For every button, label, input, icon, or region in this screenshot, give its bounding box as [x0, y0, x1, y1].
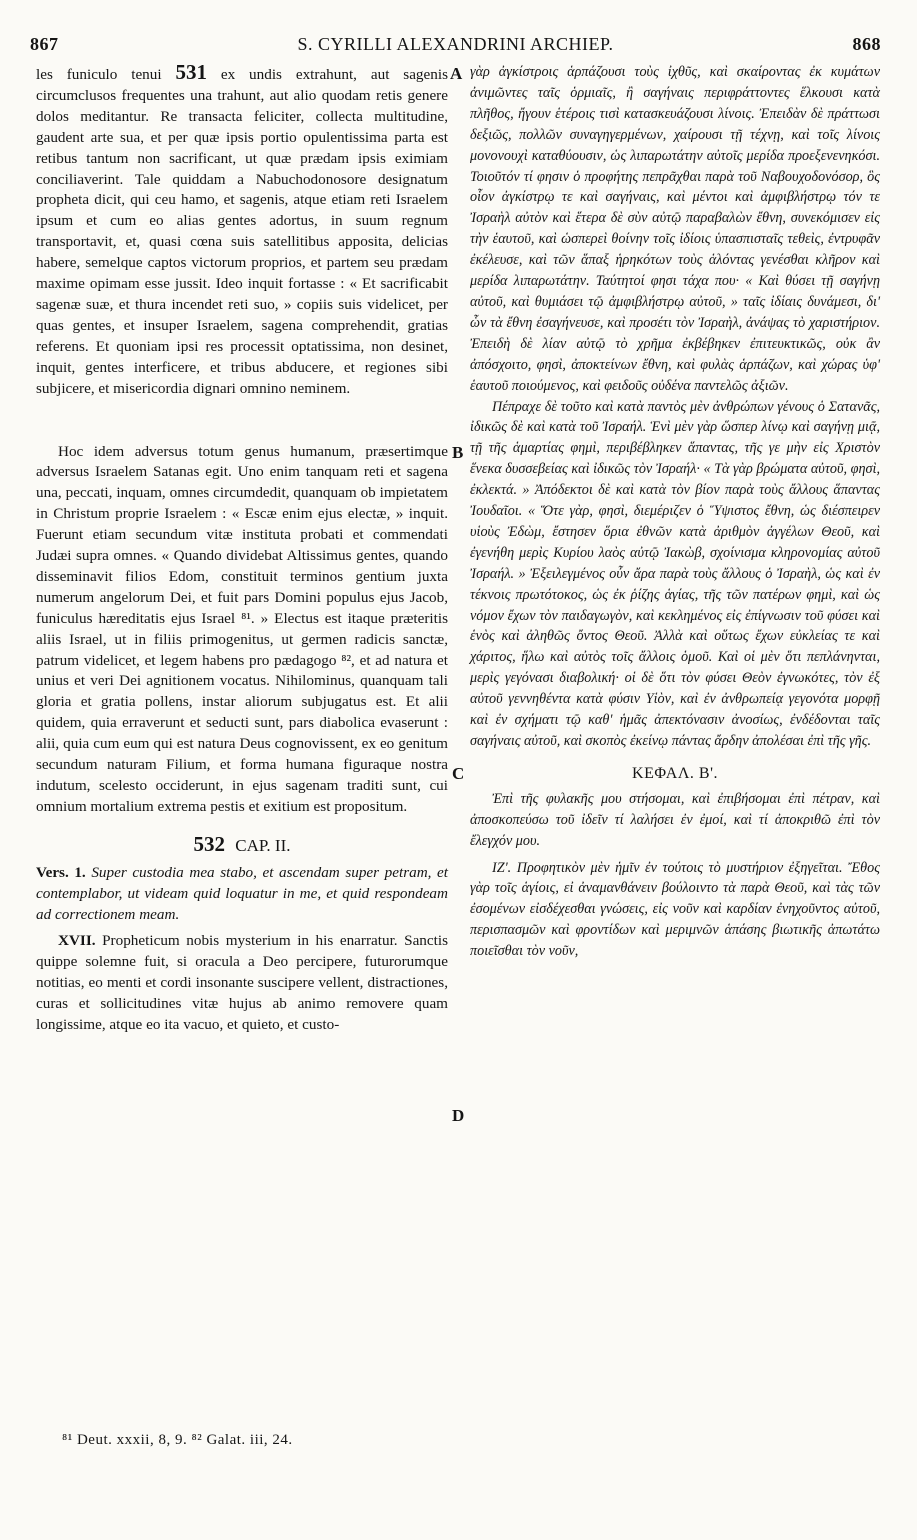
latin-p1-start: les funiculo tenui	[36, 66, 162, 83]
margin-letter-c: C	[452, 764, 465, 783]
margin-letter-d: D	[452, 1106, 465, 1125]
latin-chapter-heading	[36, 831, 448, 857]
greek-column	[470, 62, 880, 962]
greek-paragraph-2: Πέπραχε δὲ τοῦτο καὶ κατὰ παντὸς μὲν ἀνθρώπων γένους ὁ Σατανᾶς, ἰδικῶς δὲ καὶ κατὰ τοῦ Ἰσραήλ. Ἑνὶ μὲν γὰρ ὥσπερ λίνῳ καὶ σαγήνῃ μιᾷ, τῇ τῆς ἁμαρτίας φημὶ, περιβέβληκεν ἅπαντας, τῆς γε μὴν εἰς Χριστὸν ἕνεκα δυσσεβείας καὶ ἰδικῶς τὸν Ἰσραήλ· « Τὰ γὰρ βρώματα αὐτοῦ, φησὶ, ἐκλεκτά. » Ἀπόδεκτοι δὲ καὶ κατὰ τὸν βίον παρὰ τοὺς ἄλλους ἅπαντας Ἰουδαῖοι. « Ὅτε γὰρ, φησὶ, διεμέριζεν ὁ Ὕψιστος ἔθνη, ὡς διέσπειρεν υἱοὺς Ἐδὼμ, ἔστησεν ὅρια ἐθνῶν κατὰ ἀριθμὸν ἀγγέλων Θεοῦ, καὶ ἐγενήθη μερὶς Κυρίου λαὸς αὐτῷ Ἰακὼβ, σχοίνισμα κληρονομίας αὐτοῦ Ἰσραήλ. » Ἐξειλεγμένος οὖν ἄρα παρὰ τοὺς ἄλλους ὁ Ἰσραὴλ, ὡς καὶ ἐν τέκνοις πρωτότοκος, ὡς ἐκ ῥίζης ἁγίας, τῆς τῶν πατέρων φημὶ, καὶ ὡς νόμον ἔχων τὸν παιδαγωγὸν, καὶ κεκλημένος εἰς ἐπίγνωσιν τοῦ φύσει καὶ ἑνὸς καὶ ἀληθῶς ὄντος Θεοῦ. Ἀλλὰ καὶ οὕτως ἔχων εὐκλείας τε καὶ χάριτος, ἥλω καὶ αὐτὸς τοῖς ἄλλοις ὁμοῦ. Καὶ οἱ μὲν ὅτι πεπλάνηνται, μερὶς γεγόνασι διαβολική· οἱ δὲ ὅτι τὸν φύσει Θεὸν ἐγνωκότες, τὸν ἐξ αὐτοῦ γεννηθέντα κατὰ φύσιν Υἱὸν, καὶ ἐν ἀνθρωπείᾳ γεγονότα μορφῇ καὶ ἐν σχήματι τῷ καθ' ἡμᾶς ἀπεκτόνασιν ἀνοσίως, ἐνδέδονται ταῖς σαγήναις αὐτοῦ, καὶ σκοπὸς ἐκείνῳ πάντας ἄρδην ἀπολέσαι ἐπὶ τῆς γῆς.	[470, 398, 880, 749]
latin-paragraph-1	[36, 62, 448, 400]
latin-section-number: XVII.	[58, 932, 96, 950]
footnotes: ⁸¹ Deut. xxxii, 8, 9. ⁸² Galat. iii, 24.	[62, 1432, 293, 1448]
page-number-left: 867	[30, 34, 59, 54]
greek-p3-text: Προφητικὸν μὲν ἡμῖν ἐν τούτοις τὸ μυστήριον ἐξηγεῖται. Ἔθος γὰρ τοῖς ἁγίοις, εἰ ἀναμανθάνειν βούλοιντο τὰ παρὰ Θεοῦ, καὶ τὰς τῶν ἐσομένων εἰσδέχεσθαι γνώσεις, εἰς νοῦν καὶ καρδίαν ἐνηχοῦντος αὐτοῦ, περισπασμῶν καὶ φροντίδων καὶ μεριμνῶν ἁπάσης βιωτικῆς ἀπωτάτω ποιεῖσθαι τὸν νοῦν,	[470, 859, 880, 960]
greek-section-number: ΙΖ'.	[492, 859, 512, 876]
greek-verse: Ἐπὶ τῆς φυλακῆς μου στήσομαι, καὶ ἐπιβήσομαι ἐπὶ πέτραν, καὶ ἀποσκοπεύσω τοῦ ἰδεῖν τί λαλήσει ἐν ἐμοί, καὶ τί ἀποκριθῶ ἐπὶ τὸν ἔλεγχόν μου.	[470, 790, 880, 849]
latin-verse-text: Super custodia mea stabo, et ascendam super petram, et contemplabor, ut videam quid loquatur in me, et quid respondeam ad correctionem meam.	[36, 863, 449, 923]
latin-paragraph-3	[36, 931, 448, 1036]
page-number-right: 868	[852, 34, 881, 54]
latin-column	[36, 62, 448, 1036]
greek-chapter-heading: ΚΕΦΑΛ. Β'.	[632, 764, 718, 782]
margin-letter-a: A	[450, 64, 463, 83]
margin-letter-b: B	[452, 443, 464, 462]
latin-chapter-title: CAP. II.	[235, 835, 291, 855]
latin-p1-text: ex undis extrahunt, aut sagenis circumclusos frequentes una trahunt, aut alio quodam retis genere dolos meditantur. Re transacta feliciter, collecta multitudine, gaudent arte sua, et per quæ ipsis portio opulentissima parta est retibus tantum non sacrificant, ut quæ prædam ipsis eximiam conciliaverint. Tale quiddam a Nabuchodonosore designatum propheta dicit, qui ceu hamo, et sagenis, atque etiam reti Israelem ipsum et cum eo alias gentes adortus, in suum regnum transportavit, et, quasi cœna suis satellitibus apposita, delicias habere, semelque captos victorum proprios, et partem seu prædam maxime opimam esse jussit. Ideo inquit fortasse : « Et sacrificabit sagenæ suæ, et thura incendet reti suo, » copiis suis videlicet, per quas gentes, et insuper Israelem, sagena comprehendit, gratias referens. Et quoniam ipsi res processit optatissima, non desinet, inquit, gentes interficere, et tribus abducere, et regiones sibi subjicere, et misericordia dignari omnino neminem.	[36, 66, 448, 397]
latin-verse	[36, 863, 448, 926]
latin-paragraph-2: Hoc idem adversus totum genus humanum, præsertimque adversus Israelem Satanas egit. Uno enim tanquam reti et sagena una, peccati, inquam, omnes circumdedit, quanquam ob impietatem in Christum proprie Israelem : « Escæ enim ejus electæ, » inquit. Fuerunt etiam secundum vitæ instituta probati et commendati Judæi supra omnes. « Quando dividebat Altissimus gentes, quando disseminavit filios Edom, constituit terminos gentium juxta numerum angelorum Dei, et fuit pars Domini populus ejus Jacob, funiculus hæreditatis ejus Israel ⁸¹. » Electus est itaque præteritis aliis Israel, ut in filiis primogenitus, ut germen radicis sanctæ, patrum videlicet, et legem habens pro pædagogo ⁸², et ad natura et unius et veri Dei agnitionem vocatus. Nihilominus, quanquam tali gloria et gratia pollens, instar aliorum subjugatus est. Et alii quidem, quia erraverunt et seducti sunt, pars diabolica evaserunt : alii, quia cum eum qui est natura Deus cognovissent, ex eo genitum secundum naturam Filium, et forma humana figuraque nostra indutum, scelesto occiderunt, in ejus sagenam traditi sunt, cui omnium mortalium extrema pestis et exitium est propositum.	[36, 442, 448, 815]
running-header	[30, 34, 881, 58]
greek-paragraph-3	[470, 858, 880, 963]
column-number-531: 531	[175, 60, 207, 84]
running-title: S. CYRILLI ALEXANDRINI ARCHIEP.	[297, 34, 614, 54]
latin-p3-text: Propheticum nobis mysterium in his enarratur. Sanctis quippe solemne fuit, si oracula a Deo percipere, futurorumque notitias, eo menti et cordi insonante suscipere vellent, distractiones, curas et sollicitudines vitæ hujus ab animo removere quam longissime, atque eo ita vacuo, et quieto, et custo-	[36, 932, 448, 1034]
paragraph-gap	[36, 400, 448, 442]
column-number-532: 532	[193, 831, 225, 856]
latin-verse-label: Vers. 1.	[36, 863, 86, 881]
greek-paragraph-1: γὰρ ἀγκίστροις ἁρπάζουσι τοὺς ἰχθῦς, καὶ σκαίροντας ἐκ κυμάτων ἀνιμῶντες ταῖς ὁρμιαῖς, ἢ σαγήναις περιφράττοντες ἕλκουσι κατὰ πλῆθος, ἤγουν ἑτέροις τισὶ κατασκευάζουσι λίνοις. Ἐπειδὰν δὲ πράττωσι δεξιῶς, πολλῶν συναγηγερμένων, χαίρουσι τῇ τέχνῃ, καὶ τοῖς λίνοις μονονουχὶ καταθύουσιν, ὡς λιπαρωτάτην αὐτοῖς μερίδα προεξενενηκόσι. Τοιοῦτόν τί φησιν ὁ προφήτης πεπρᾶχθαι παρὰ τοῦ Ναβουχοδονόσορ, ὃς οἷον ἀγκίστρῳ τε καὶ σαγήναις, καὶ μέντοι καὶ ἀμφιβλήστρῳ τόν τε Ἰσραὴλ αὐτὸν καὶ ἕτερα δὲ σὺν αὐτῷ παραβαλὼν ἔθνη, συνεκόμισεν εἰς τὴν ἑαυτοῦ, καὶ ὡσπερεὶ θοίνην τοῖς ἰδίοις ὑπασπισταῖς τεθεὶς, ἐντρυφᾶν ἐκέλευσε, καὶ τῶν ἅπαξ ἡρηκότων τοὺς ἁλόντας γενέσθαι κλῆρον καὶ μερίδα λιπαρωτάτην. Ταύτητοί φησι τάχα που· « Καὶ θύσει τῇ σαγήνῃ αὐτοῦ, καὶ θυμιάσει τῷ ἀμφιβλήστρῳ αὐτοῦ, » ταῖς ἰδίαις δυνάμεσι, δι' ὧν τὰ ἔθνη ἐσαγήνευσε, καὶ προσέτι τὸν Ἰσραὴλ, ἀνάψας τὸ χαριστήριον. Ἐπειδὴ δὲ λίαν αὐτῷ τὸ χρῆμα ἐκβέβηκεν ἐπιτευκτικῶς, οὐκ ἂν ἀπόσχοιτο, φησὶ, ἀποκτείνων ἔθνη, καὶ φυλὰς ἁρπάζων, καὶ χώρας ὑφ' ἑαυτοῦ ποιούμενος, καὶ φειδοῦς οὐδένα παντελῶς ἀξιῶν.	[470, 64, 880, 394]
